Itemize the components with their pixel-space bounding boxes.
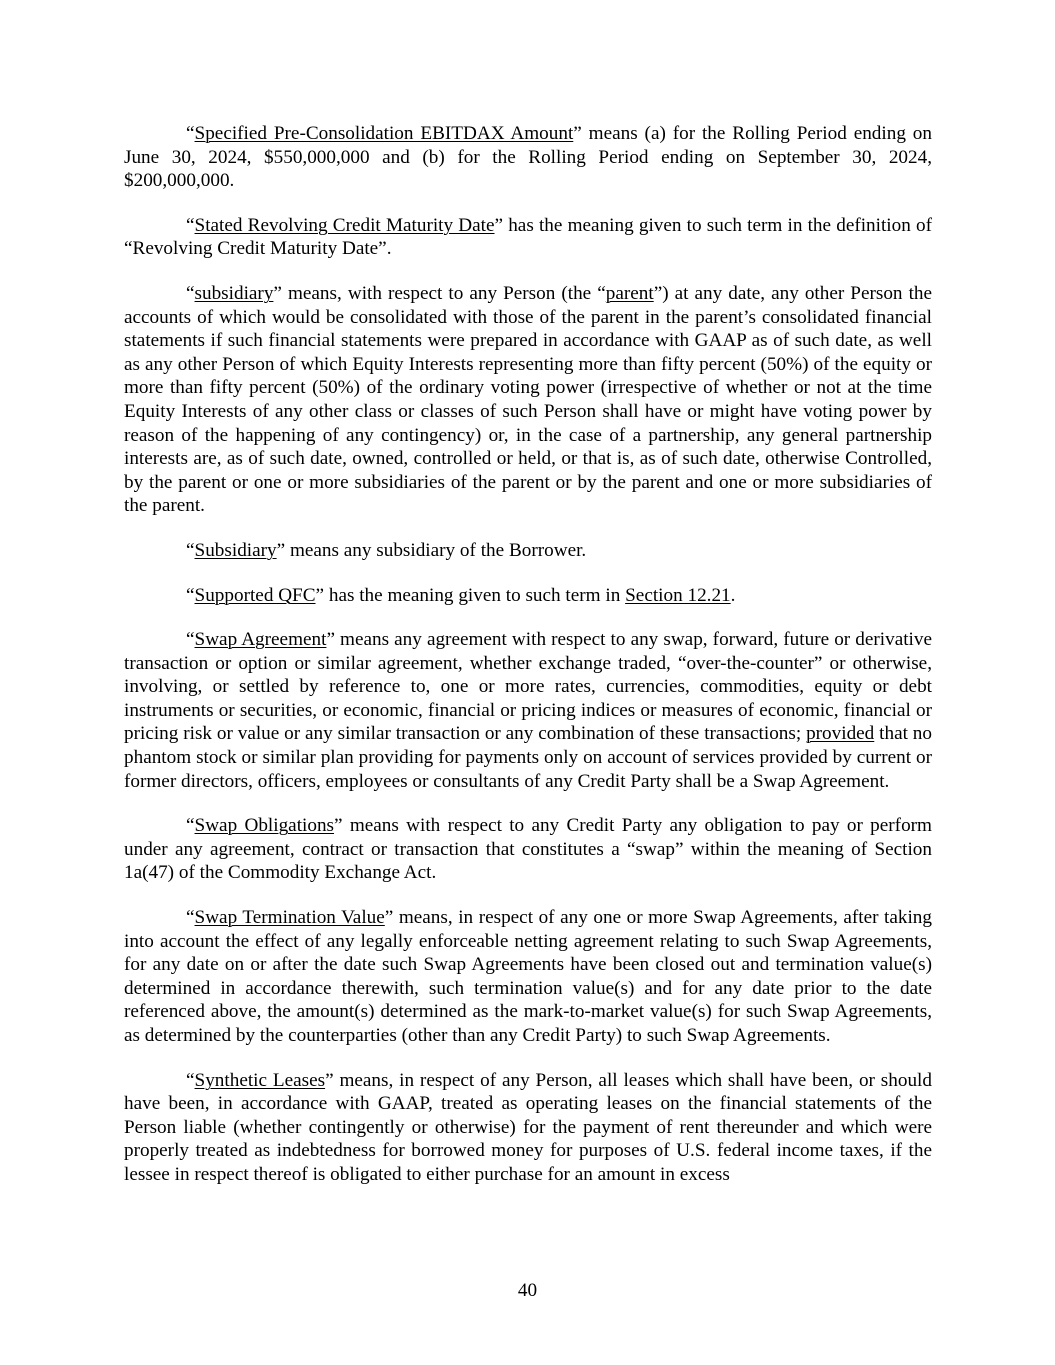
open-quote: “ — [186, 123, 195, 144]
definition-text: ” means any subsidiary of the Borrower. — [276, 539, 587, 561]
definition-specified-pre-consolidation-ebitdax-amount — [124, 122, 932, 193]
open-quote: “ — [186, 815, 195, 837]
section-reference: Section 12.21 — [625, 584, 731, 606]
defined-term: Specified Pre-Consolidation EBITDAX Amount — [194, 123, 574, 144]
definition-supported-qfc — [124, 584, 932, 608]
open-quote: “ — [186, 214, 195, 236]
defined-term-parent: parent — [605, 282, 654, 304]
definition-swap-termination-value — [124, 906, 932, 1048]
defined-term: Subsidiary — [194, 539, 277, 561]
definition-subsidiary — [124, 539, 932, 563]
defined-term: Stated Revolving Credit Maturity Date — [194, 214, 495, 236]
open-quote: “ — [186, 539, 195, 561]
definition-swap-agreement — [124, 628, 932, 793]
page-number: 40 — [517, 1280, 538, 1301]
definition-stated-revolving-credit-maturity-date — [124, 214, 932, 261]
proviso-term: provided — [806, 723, 875, 745]
definition-text: ” means with respect to any Credit Party any obligation to pay or perform under any agreement, contract or transaction that constitutes a “swap” within the meaning of Section 1a(47) of the Commodity Exchange Act. — [124, 815, 932, 884]
definition-text-part: ” means, with respect to any Person (the “ — [273, 282, 606, 304]
document-page — [124, 122, 932, 1208]
definition-text: ”) at any date, any other Person the accounts of which would be consolidated with those of the parent in the parent’s consolidated financial statements if such financial statements were prepared in accordance with GAAP as of such date, as well as any other Person of which Equity Interests representing more than fifty percent (50%) of the equity or more than fifty percent (50%) of the ordinary voting power (irrespective of whether or not at the time Equity Interests of any other class or classes of such Person shall have or might have voting power by reason of the happening of any contingency) or, in the case of a partnership, any general partnership interests are, as of such date, owned, controlled or held, or that is, as of such date, otherwise Controlled, by the parent or one or more subsidiaries of the parent or by the parent and one or more subsidiaries of the parent. — [124, 282, 933, 517]
open-quote: “ — [186, 584, 195, 606]
definition-text: ” has the meaning given to such term in the definition of “Revolving Credit Maturity Date”. — [124, 214, 932, 260]
open-quote: “ — [186, 907, 195, 929]
defined-term: subsidiary — [194, 282, 274, 304]
definition-text: that no phantom stock or similar plan providing for payments only on account of services provided by current or former directors, officers, employees or consultants of any Credit Party shall be a Swap Agreement. — [124, 723, 932, 792]
defined-term: Synthetic Leases — [194, 1069, 326, 1091]
defined-term: Swap Termination Value — [194, 907, 385, 929]
open-quote: “ — [186, 282, 195, 304]
definition-text: ” means, in respect of any Person, all leases which shall have been, or should have been, in accordance with GAAP, treated as operating leases on the financial statements of the Person liable (whether contingently or otherwise) for the payment of rent thereunder and which were properly treated as indebtedness for borrowed money for purposes of U.S. federal income taxes, if the lessee in respect thereof is obligated to either purchase for an amount in excess — [124, 1069, 932, 1185]
defined-term: Supported QFC — [194, 584, 316, 606]
definition-text: ” means, in respect of any one or more Swap Agreements, after taking into account the effect of any legally enforceable netting agreement relating to such Swap Agreements, for any date on or after the date such Swap Agreements have been closed out and termination value(s) determined in accordance therewith, such termination value(s) and for any date prior to the date referenced above, the amount(s) determined as the mark-to-market value(s) for such Swap Agreements, as determined by the counterparties (other than any Credit Party) to such Swap Agreements. — [124, 907, 932, 1046]
definition-subsidiary-lowercase — [124, 282, 932, 518]
definition-text-part: ” has the meaning given to such term in — [315, 584, 626, 606]
definition-text: ” means (a) for the Rolling Period ending on June 30, 2024, $550,000,000 and (b) for the Rolling Period ending on September 30, 2024, $200,000,000. — [124, 123, 932, 192]
definition-synthetic-leases — [124, 1069, 932, 1187]
open-quote: “ — [186, 629, 195, 651]
definition-text: . — [730, 584, 736, 606]
definition-swap-obligations — [124, 814, 932, 885]
open-quote: “ — [186, 1069, 195, 1091]
definition-text-part: ” means any agreement with respect to any swap, forward, future or derivative transaction or option or similar agreement, whether exchange traded, “over-the-counter” or otherwise, involving, or settled by reference to, one or more rates, currencies, commodities, equity or debt instruments or securities, or economic, financial or pricing indices or measures of economic, financial or pricing risk or value or any similar transaction or any combination of these transactions; — [124, 629, 932, 745]
defined-term: Swap Obligations — [194, 815, 335, 837]
defined-term: Swap Agreement — [194, 629, 327, 651]
